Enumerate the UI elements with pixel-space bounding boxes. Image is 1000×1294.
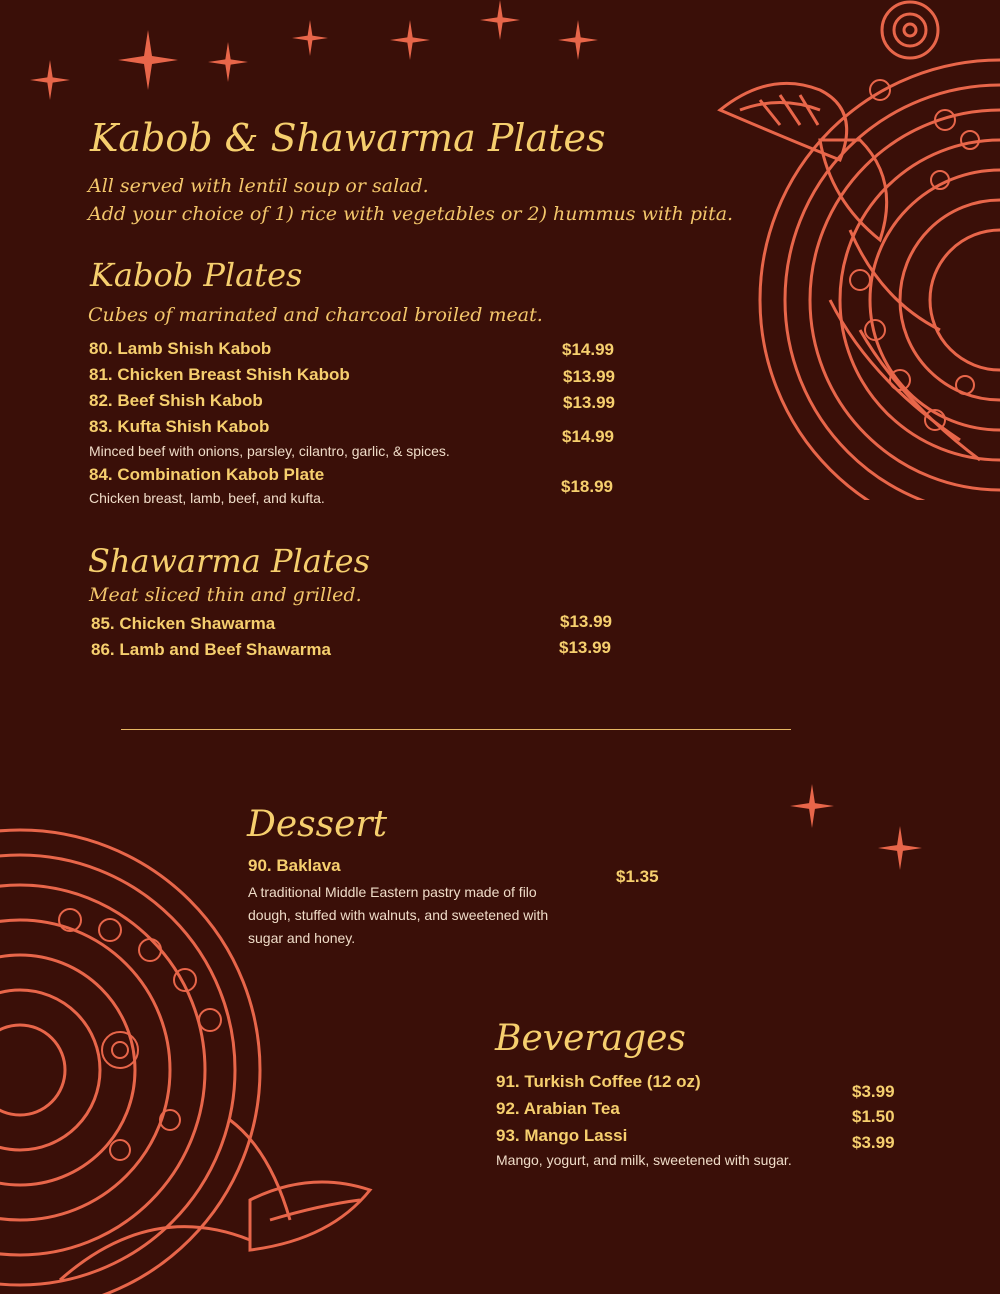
beverages-heading: Beverages: [495, 1018, 686, 1059]
menu-item-description: Chicken breast, lamb, beef, and kufta.: [89, 490, 325, 506]
shawarma-tagline: Meat sliced thin and grilled.: [89, 584, 362, 606]
menu-item-description: Mango, yogurt, and milk, sweetened with sugar.: [496, 1152, 792, 1168]
menu-item-name: 90. Baklava: [248, 856, 341, 875]
page-subtitle-line-2: Add your choice of 1) rice with vegetables or 2) hummus with pita.: [88, 203, 734, 225]
menu-item-price: $13.99: [560, 612, 612, 631]
menu-item-price: $3.99: [852, 1082, 895, 1101]
page-subtitle-line-1: All served with lentil soup or salad.: [88, 175, 429, 197]
menu-item-price: $13.99: [563, 367, 615, 386]
menu-item-description-line: A traditional Middle Eastern pastry made of filo: [248, 884, 537, 900]
menu-item-price: $13.99: [559, 638, 611, 657]
menu-item-name: 80. Lamb Shish Kabob: [89, 339, 272, 358]
sparkle-star-icon: [208, 42, 248, 82]
sparkle-star-icon: [292, 20, 328, 56]
menu-item-description: Minced beef with onions, parsley, cilantro, garlic, & spices.: [89, 443, 450, 459]
sparkle-star-icon: [790, 784, 834, 828]
menu-item-name: 81. Chicken Breast Shish Kabob: [89, 365, 350, 384]
sparkle-star-icon: [480, 0, 520, 40]
sparkle-star-icon: [390, 20, 430, 60]
kabob-tagline: Cubes of marinated and charcoal broiled meat.: [88, 304, 543, 326]
menu-item-price: $13.99: [563, 393, 615, 412]
shawarma-heading: Shawarma Plates: [88, 542, 371, 580]
menu-item-name: 93. Mango Lassi: [496, 1126, 628, 1145]
menu-item-description-line: dough, stuffed with walnuts, and sweetened with: [248, 907, 549, 923]
menu-item-name: 82. Beef Shish Kabob: [89, 391, 263, 410]
menu-item-price: $18.99: [561, 477, 613, 496]
menu-item-price: $3.99: [852, 1133, 895, 1152]
menu-item-price: $14.99: [562, 340, 614, 359]
kabob-heading: Kabob Plates: [90, 256, 303, 294]
sparkle-star-icon: [118, 30, 178, 90]
menu-item-name: 83. Kufta Shish Kabob: [89, 417, 270, 436]
menu-item-price: $1.50: [852, 1107, 895, 1126]
sparkle-star-icon: [878, 826, 922, 870]
menu-item-price: $14.99: [562, 427, 614, 446]
sparkle-star-icon: [30, 60, 70, 100]
dessert-heading: Dessert: [247, 804, 388, 845]
sparkle-star-icon: [558, 20, 598, 60]
menu-item-price: $1.35: [616, 867, 659, 886]
menu-item-name: 86. Lamb and Beef Shawarma: [91, 640, 331, 659]
menu-item-name: 84. Combination Kabob Plate: [89, 465, 325, 484]
page-title: Kabob & Shawarma Plates: [90, 116, 606, 160]
menu-item-name: 92. Arabian Tea: [496, 1099, 620, 1118]
mandala-ornament-top-right: [700, 0, 1000, 500]
section-divider: [121, 729, 791, 730]
menu-item-description-line: sugar and honey.: [248, 930, 356, 946]
menu-item-name: 91. Turkish Coffee (12 oz): [496, 1072, 701, 1091]
menu-item-name: 85. Chicken Shawarma: [91, 614, 276, 633]
